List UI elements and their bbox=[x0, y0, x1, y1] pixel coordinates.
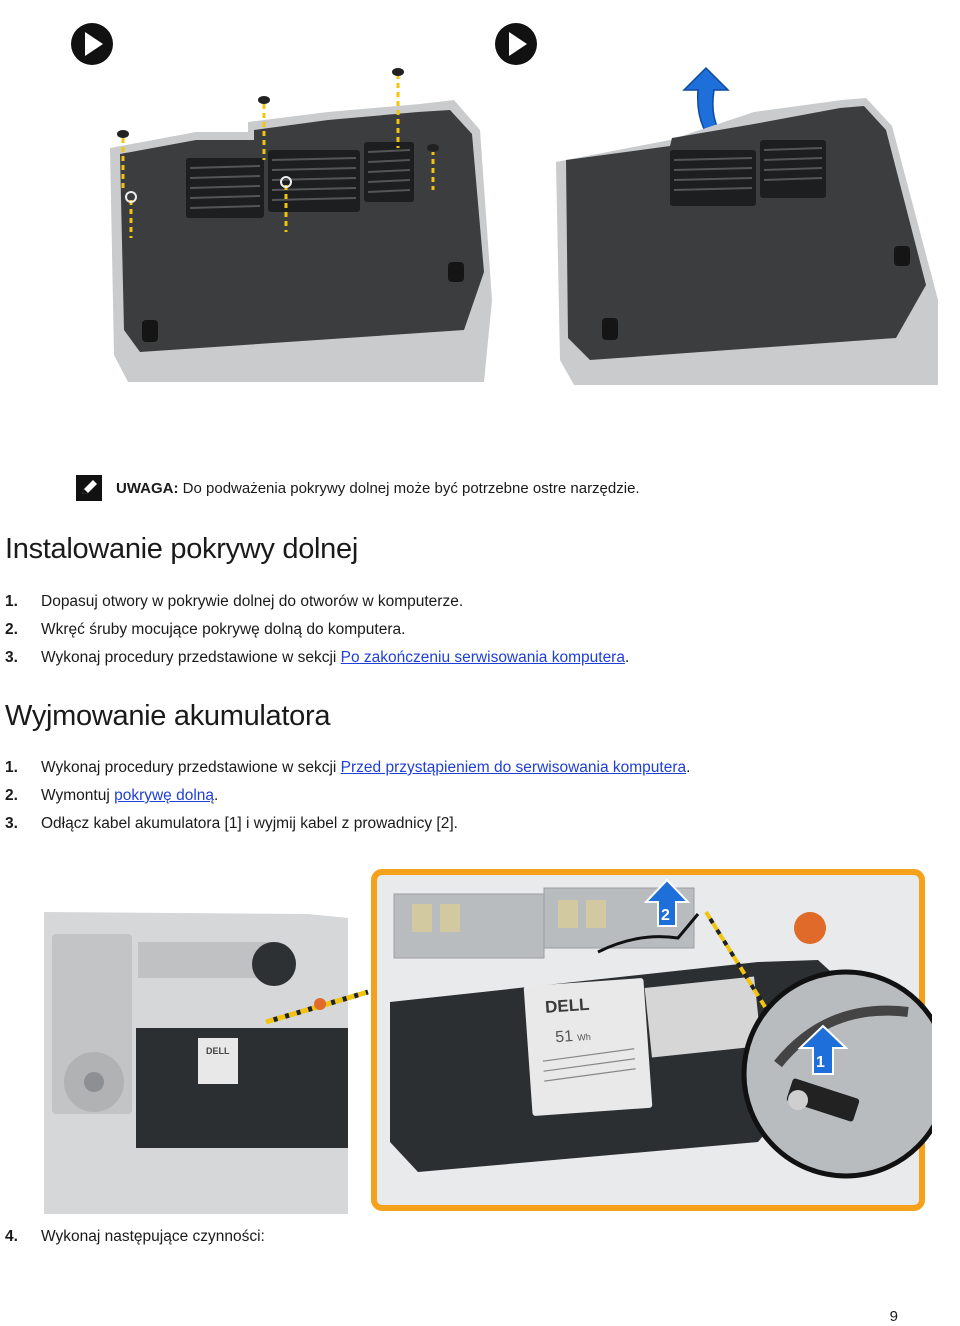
battery-step-1: 1. Wykonaj procedury przedstawione w sekcji Przed przystąpieniem do serwisowania komputera. bbox=[5, 759, 691, 776]
callout-2-label: 2 bbox=[661, 907, 670, 924]
battery-step-3: 3. Odłącz kabel akumulatora [1] i wyjmij kabel z prowadnicy [2]. bbox=[5, 815, 458, 832]
figure-lift-cover bbox=[494, 0, 946, 445]
page-number: 9 bbox=[889, 1308, 898, 1325]
callout-1-label: 1 bbox=[816, 1054, 825, 1071]
bottom-cover-link[interactable]: pokrywę dolną bbox=[114, 787, 215, 804]
step-arrow-icon bbox=[495, 23, 537, 65]
pencil-note-icon bbox=[76, 475, 102, 501]
small-battery-brand: DELL bbox=[206, 1046, 230, 1056]
figure-disconnect-battery-cable bbox=[38, 842, 932, 1214]
battery-step-2: 2. Wymontuj pokrywę dolną. bbox=[5, 787, 219, 804]
after-service-link[interactable]: Po zakończeniu serwisowania komputera bbox=[340, 649, 625, 666]
install-step-1: 1. Dopasuj otwory w pokrywie dolnej do otworów w komputerze. bbox=[5, 593, 464, 610]
note-body: Do podważenia pokrywy dolnej może być potrzebne ostre narzędzie. bbox=[182, 479, 640, 497]
note-label: UWAGA: bbox=[116, 479, 179, 497]
install-step-3: 3. Wykonaj procedury przedstawione w sekcji Po zakończeniu serwisowania komputera. bbox=[5, 649, 630, 666]
step-arrow-icon bbox=[71, 23, 113, 65]
note bbox=[76, 472, 640, 504]
install-section-title: Instalowanie pokrywy dolnej bbox=[5, 533, 358, 565]
install-step-2: 2. Wkręć śruby mocujące pokrywę dolną do komputera. bbox=[5, 621, 406, 638]
battery-brand: DELL bbox=[544, 994, 591, 1017]
figure-remove-screws bbox=[68, 0, 508, 445]
battery-unit: Wh bbox=[576, 1031, 592, 1043]
battery-section-title: Wyjmowanie akumulatora bbox=[5, 700, 331, 732]
battery-capacity: 51 bbox=[554, 1028, 574, 1047]
before-service-link[interactable]: Przed przystąpieniem do serwisowania komputera bbox=[340, 759, 687, 776]
note-text bbox=[116, 480, 640, 497]
battery-step-4: 4. Wykonaj następujące czynności: bbox=[5, 1228, 265, 1245]
